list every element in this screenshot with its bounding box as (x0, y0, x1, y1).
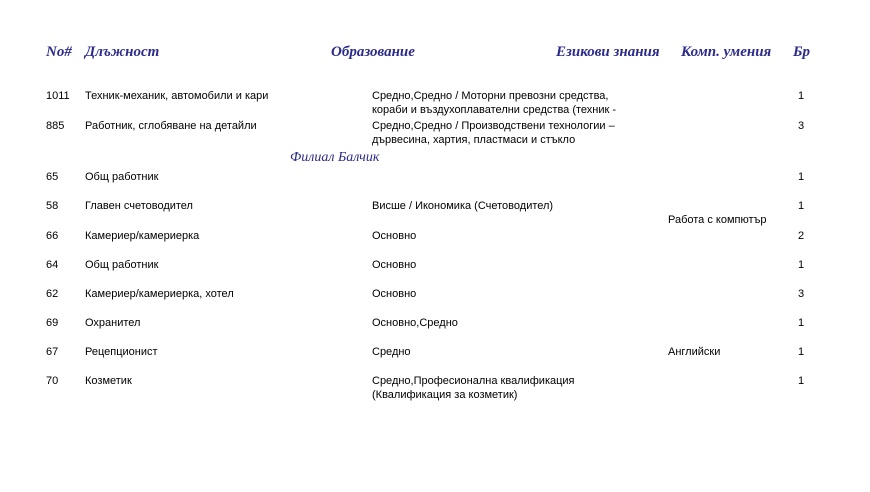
row-number: 64 (46, 259, 59, 271)
header-languages: Езикови знания (556, 44, 660, 60)
row-number: 69 (46, 317, 59, 329)
header-education: Образование (331, 44, 415, 60)
row-count: 1 (798, 90, 805, 102)
row-position: Главен счетоводител (85, 200, 193, 212)
row-education-line1: Основно (372, 259, 417, 271)
row-count: 1 (798, 259, 805, 271)
header-position: Длъжност (85, 44, 160, 60)
section-title: Филиал Балчик (290, 150, 380, 165)
row-education-line1: Средно (372, 346, 411, 358)
row-education-line1: Средно,Средно / Моторни превозни средства, (372, 90, 609, 102)
row-number: 58 (46, 200, 59, 212)
row-education-line1: Основно,Средно (372, 317, 458, 329)
row-position: Общ работник (85, 259, 159, 271)
header-computer: Комп. умения (681, 44, 772, 60)
row-position: Работник, сглобяване на детайли (85, 120, 257, 132)
row-count: 3 (798, 120, 805, 132)
row-education-line2: (Квалификация за козметик) (372, 389, 518, 401)
row-position: Рецепционист (85, 346, 158, 358)
row-count: 1 (798, 346, 805, 358)
row-count: 3 (798, 288, 805, 300)
row-number: 66 (46, 230, 59, 242)
row-education-line1: Средно,Професионална квалификация (372, 375, 575, 387)
row-position: Козметик (85, 375, 132, 387)
row-count: 1 (798, 317, 805, 329)
row-education-line1: Основно (372, 230, 417, 242)
row-education-line1: Средно,Средно / Производствени технологии – (372, 120, 615, 132)
row-number: 885 (46, 120, 65, 132)
row-number: 67 (46, 346, 59, 358)
row-number: 70 (46, 375, 59, 387)
header-no: No# (46, 44, 72, 60)
row-education-line2: кораби и въздухоплавателни средства (техник - (372, 104, 617, 116)
row-count: 1 (798, 200, 805, 212)
row-number: 1011 (46, 90, 70, 102)
row-position: Охранител (85, 317, 141, 329)
row-position: Общ работник (85, 171, 159, 183)
row-count: 1 (798, 171, 805, 183)
row-number: 62 (46, 288, 59, 300)
row-position: Камериер/камериерка, хотел (85, 288, 234, 300)
row-position: Камериер/камериерка (85, 230, 200, 242)
row-position: Техник-механик, автомобили и кари (85, 90, 269, 102)
row-count: 1 (798, 375, 805, 387)
header-count: Бр (793, 44, 811, 60)
row-education-line1: Висше / Икономика (Счетоводител) (372, 200, 554, 212)
row-education-line1: Основно (372, 288, 417, 300)
row-languages: Английски (668, 346, 721, 358)
row-number: 65 (46, 171, 59, 183)
row-education-line2: дървесина, хартия, пластмаси и стъкло (372, 134, 576, 146)
row-count: 2 (798, 230, 805, 242)
row-computer-skills: Работа с компютър (668, 214, 767, 226)
